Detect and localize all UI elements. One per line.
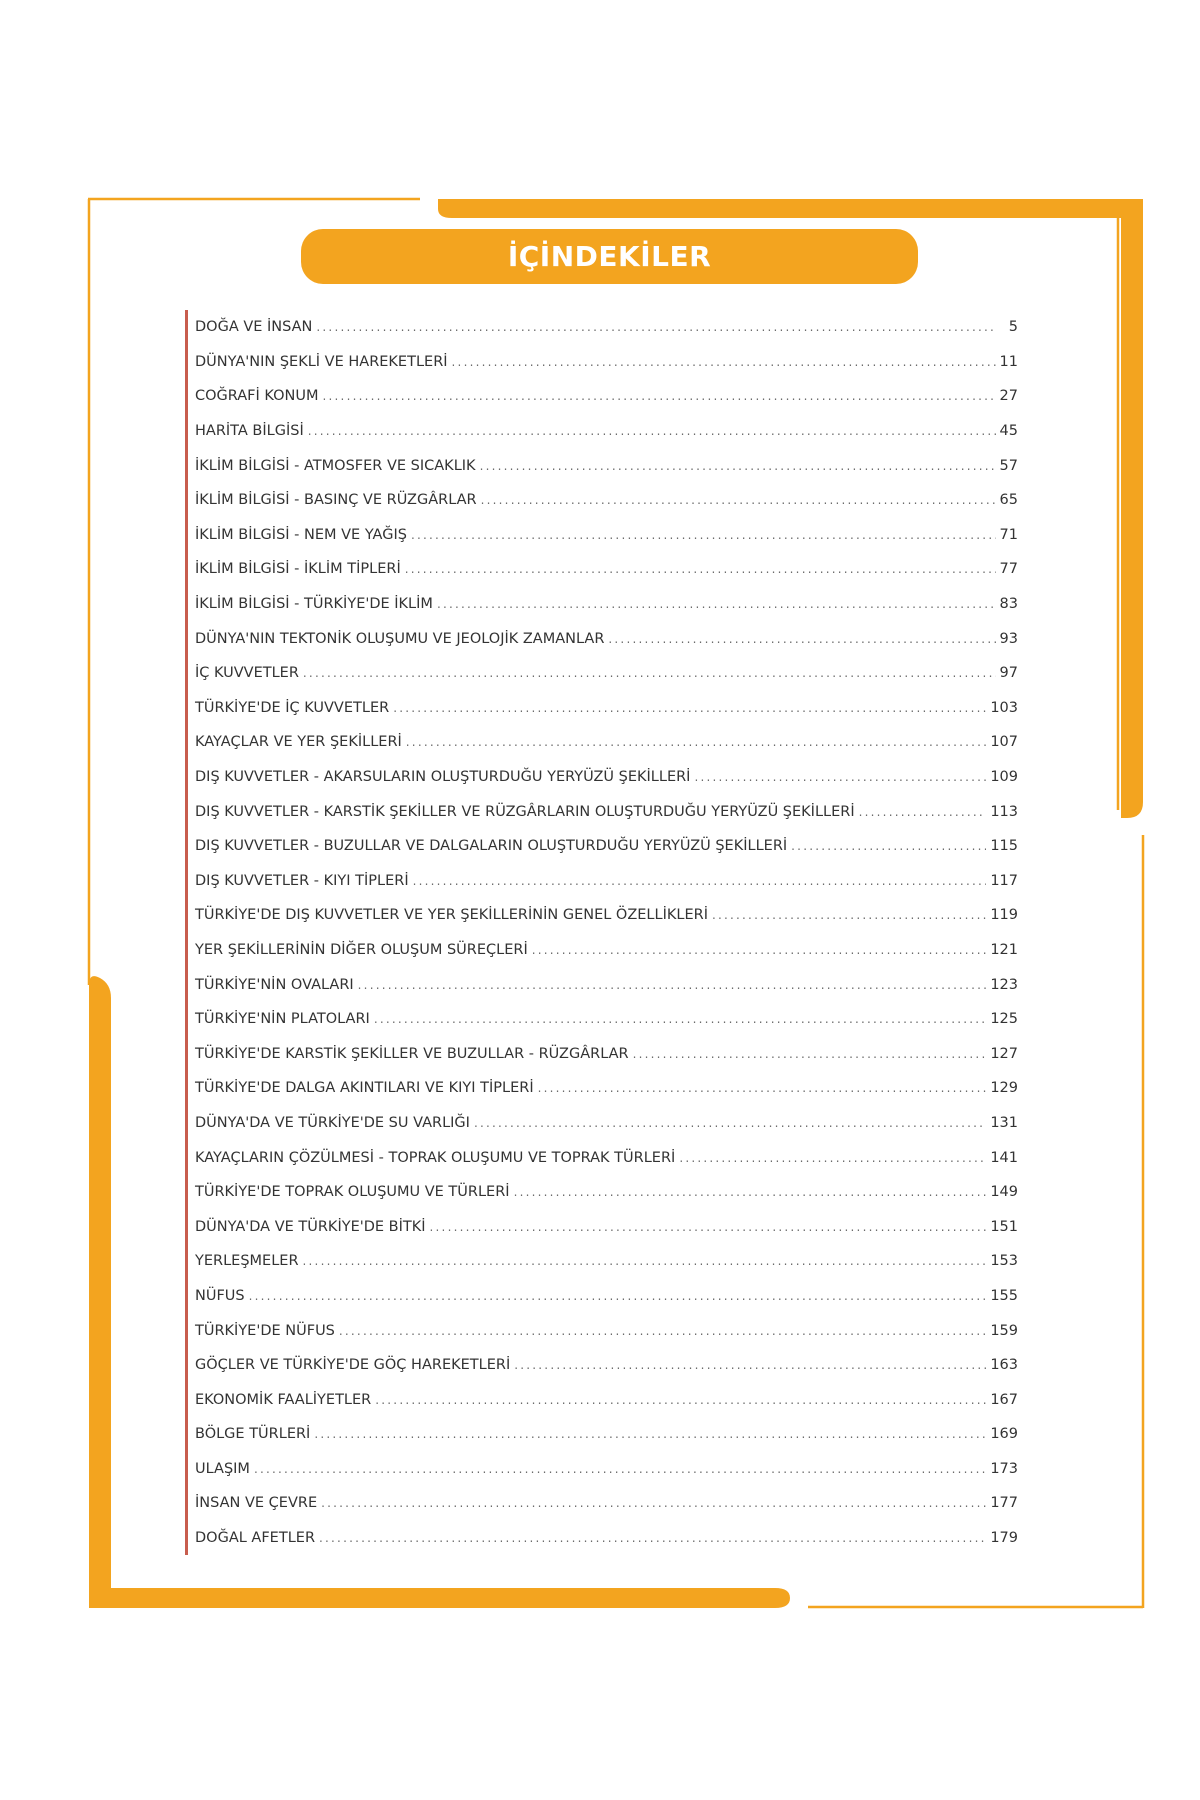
toc-entry[interactable]	[185, 518, 1018, 553]
toc-entry[interactable]	[185, 379, 1018, 414]
toc-entry[interactable]	[185, 345, 1018, 380]
toc-entry-page-number: 177	[990, 1495, 1018, 1512]
dot-leader	[249, 1289, 987, 1303]
toc-entry[interactable]	[185, 794, 1018, 829]
dot-leader	[323, 389, 996, 403]
dot-leader	[413, 874, 987, 888]
toc-entry-page-number: 169	[990, 1426, 1018, 1443]
dot-leader	[481, 493, 996, 507]
toc-entry-page-number: 57	[999, 457, 1018, 474]
dot-leader	[308, 424, 996, 438]
toc-entry[interactable]	[185, 898, 1018, 933]
dot-leader	[538, 1081, 987, 1095]
toc-entry-title: DÜNYA'DA VE TÜRKİYE'DE SU VARLIĞI	[195, 1114, 470, 1131]
toc-entry[interactable]	[185, 725, 1018, 760]
dot-leader	[303, 1254, 987, 1268]
toc-entry-title: DOĞAL AFETLER	[195, 1530, 316, 1547]
toc-entry-title: KAYAÇLARIN ÇÖZÜLMESİ - TOPRAK OLUŞUMU VE TOPRAK TÜRLERİ	[195, 1149, 676, 1166]
dot-leader	[514, 1358, 986, 1372]
toc-entry[interactable]	[185, 1071, 1018, 1106]
toc-entry-title: TÜRKİYE'DE NÜFUS	[195, 1322, 335, 1339]
toc-entry[interactable]	[185, 1521, 1018, 1556]
dot-leader	[254, 1462, 986, 1476]
toc-entry-title: COĞRAFİ KONUM	[195, 388, 319, 405]
toc-entry-title: GÖÇLER VE TÜRKİYE'DE GÖÇ HAREKETLERİ	[195, 1357, 511, 1374]
toc-entry-title: TÜRKİYE'NİN PLATOLARI	[195, 1011, 370, 1028]
toc-entry-page-number: 123	[990, 976, 1018, 993]
toc-entry[interactable]	[185, 1036, 1018, 1071]
toc-entry-title: DIŞ KUVVETLER - KARSTİK ŞEKİLLER VE RÜZGÂRLARIN OLUŞTURDUĞU YERYÜZÜ ŞEKİLLERİ	[195, 803, 855, 820]
toc-entry-title: İKLİM BİLGİSİ - NEM VE YAĞIŞ	[195, 526, 407, 543]
toc-entry-page-number: 77	[999, 561, 1018, 578]
toc-entry-title: EKONOMİK FAALİYETLER	[195, 1391, 372, 1408]
toc-entry[interactable]	[185, 1002, 1018, 1037]
dot-leader	[679, 1151, 986, 1165]
toc-entry-page-number: 109	[990, 769, 1018, 786]
toc-entry-page-number: 103	[990, 699, 1018, 716]
dot-leader	[452, 355, 996, 369]
toc-entry-title: ULAŞIM	[195, 1460, 250, 1477]
toc-entry-page-number: 141	[990, 1149, 1018, 1166]
toc-entry-title: İÇ KUVVETLER	[195, 665, 299, 682]
toc-entry-title: DÜNYA'NIN ŞEKLİ VE HAREKETLERİ	[195, 353, 448, 370]
dot-leader	[393, 701, 986, 715]
toc-entry-title: İKLİM BİLGİSİ - ATMOSFER VE SICAKLIK	[195, 457, 476, 474]
toc-entry[interactable]	[185, 448, 1018, 483]
toc-entry-title: KAYAÇLAR VE YER ŞEKİLLERİ	[195, 734, 402, 751]
title-banner	[301, 229, 918, 284]
toc-entry[interactable]	[185, 310, 1018, 345]
dot-leader	[374, 1012, 986, 1026]
dot-leader	[406, 735, 987, 749]
dot-leader	[303, 666, 996, 680]
toc-entry-title: DÜNYA'DA VE TÜRKİYE'DE BİTKİ	[195, 1218, 426, 1235]
toc-entry-title: TÜRKİYE'NİN OVALARI	[195, 976, 354, 993]
dot-leader	[633, 1047, 987, 1061]
dot-leader	[532, 943, 987, 957]
toc-entry-page-number: 127	[990, 1045, 1018, 1062]
toc-entry[interactable]	[185, 1382, 1018, 1417]
toc-entry-page-number: 115	[990, 838, 1018, 855]
toc-entry[interactable]	[185, 1486, 1018, 1521]
toc-entry-title: DIŞ KUVVETLER - AKARSULARIN OLUŞTURDUĞU YERYÜZÜ ŞEKİLLERİ	[195, 769, 691, 786]
toc-entry-page-number: 65	[999, 492, 1018, 509]
toc-entry[interactable]	[185, 1209, 1018, 1244]
toc-entry[interactable]	[185, 1244, 1018, 1279]
toc-entry-title: İKLİM BİLGİSİ - BASINÇ VE RÜZGÂRLAR	[195, 492, 477, 509]
dot-leader	[411, 528, 996, 542]
toc-entry-page-number: 151	[990, 1218, 1018, 1235]
dot-leader	[321, 1496, 986, 1510]
toc-entry-page-number: 155	[990, 1287, 1018, 1304]
toc-entry-title: TÜRKİYE'DE DIŞ KUVVETLER VE YER ŞEKİLLERİNİN GENEL ÖZELLİKLERİ	[195, 907, 708, 924]
toc-entry-title: TÜRKİYE'DE İÇ KUVVETLER	[195, 699, 390, 716]
toc-entry-title: DÜNYA'NIN TEKTONİK OLUŞUMU VE JEOLOJİK ZAMANLAR	[195, 630, 605, 647]
toc-entry[interactable]	[185, 933, 1018, 968]
dot-leader	[480, 459, 996, 473]
toc-entry-page-number: 113	[990, 803, 1018, 820]
toc-entry-page-number: 71	[999, 526, 1018, 543]
toc-entry[interactable]	[185, 1175, 1018, 1210]
toc-entry-page-number: 11	[999, 353, 1018, 370]
toc-entry-page-number: 5	[1008, 319, 1018, 336]
toc-entry-page-number: 163	[990, 1357, 1018, 1374]
toc-entry-page-number: 117	[990, 872, 1018, 889]
toc-entry-title: NÜFUS	[195, 1287, 245, 1304]
toc-entry[interactable]	[185, 587, 1018, 622]
dot-leader	[430, 1220, 987, 1234]
toc-entry-page-number: 131	[990, 1114, 1018, 1131]
toc-entry-page-number: 83	[999, 596, 1018, 613]
dot-leader	[859, 805, 987, 819]
toc-entry[interactable]	[185, 483, 1018, 518]
toc-entry-title: DIŞ KUVVETLER - KIYI TİPLERİ	[195, 872, 409, 889]
toc-entry-page-number: 149	[990, 1184, 1018, 1201]
toc-entry-title: İNSAN VE ÇEVRE	[195, 1495, 318, 1512]
dot-leader	[358, 978, 987, 992]
toc-entry-page-number: 159	[990, 1322, 1018, 1339]
toc-entry-title: İKLİM BİLGİSİ - İKLİM TİPLERİ	[195, 561, 401, 578]
toc-entry-page-number: 179	[990, 1530, 1018, 1547]
toc-entry-title: TÜRKİYE'DE KARSTİK ŞEKİLLER VE BUZULLAR - RÜZGÂRLAR	[195, 1045, 629, 1062]
dot-leader	[319, 1531, 986, 1545]
dot-leader	[474, 1116, 986, 1130]
dot-leader	[314, 1427, 986, 1441]
dot-leader	[316, 320, 996, 334]
toc-entry[interactable]	[185, 1348, 1018, 1383]
toc-entry-title: YER ŞEKİLLERİNİN DİĞER OLUŞUM SÜREÇLERİ	[195, 941, 528, 958]
toc-entry-page-number: 93	[999, 630, 1018, 647]
toc-entry[interactable]	[185, 1452, 1018, 1487]
toc-entry-title: BÖLGE TÜRLERİ	[195, 1426, 311, 1443]
toc-entry[interactable]	[185, 829, 1018, 864]
toc-entry-title: HARİTA BİLGİSİ	[195, 423, 304, 440]
toc-entry[interactable]	[185, 1279, 1018, 1314]
toc-entry-page-number: 167	[990, 1391, 1018, 1408]
toc-entry[interactable]	[185, 552, 1018, 587]
toc-entry-title: İKLİM BİLGİSİ - TÜRKİYE'DE İKLİM	[195, 596, 433, 613]
toc-entry[interactable]	[185, 1313, 1018, 1348]
toc-entry[interactable]	[185, 864, 1018, 899]
toc-entry[interactable]	[185, 760, 1018, 795]
toc-entry-page-number: 125	[990, 1011, 1018, 1028]
toc-entry-title: DIŞ KUVVETLER - BUZULLAR VE DALGALARIN OLUŞTURDUĞU YERYÜZÜ ŞEKİLLERİ	[195, 838, 788, 855]
toc-entry-title: YERLEŞMELER	[195, 1253, 299, 1270]
toc-entry-page-number: 97	[999, 665, 1018, 682]
toc-entry[interactable]	[185, 621, 1018, 656]
dot-leader	[608, 632, 995, 646]
toc-entry-title: TÜRKİYE'DE TOPRAK OLUŞUMU VE TÜRLERİ	[195, 1184, 510, 1201]
toc-entry[interactable]	[185, 967, 1018, 1002]
dot-leader	[339, 1324, 986, 1338]
dot-leader	[514, 1185, 987, 1199]
toc-entry[interactable]	[185, 691, 1018, 726]
toc-entry-page-number: 121	[990, 941, 1018, 958]
dot-leader	[694, 770, 986, 784]
dot-leader	[437, 597, 996, 611]
dot-leader	[791, 839, 986, 853]
toc-entry[interactable]	[185, 1140, 1018, 1175]
toc-entry-title: TÜRKİYE'DE DALGA AKINTILARI VE KIYI TİPLERİ	[195, 1080, 534, 1097]
toc-entry-title: DOĞA VE İNSAN	[195, 319, 313, 336]
table-of-contents	[185, 310, 1018, 1555]
toc-entry-page-number: 173	[990, 1460, 1018, 1477]
toc-entry[interactable]	[185, 1106, 1018, 1141]
toc-entry[interactable]	[185, 1417, 1018, 1452]
toc-entry[interactable]	[185, 414, 1018, 449]
dot-leader	[375, 1393, 986, 1407]
dot-leader	[712, 908, 986, 922]
dot-leader	[405, 562, 996, 576]
page-title: İÇİNDEKİLER	[507, 240, 712, 273]
toc-entry-page-number: 107	[990, 734, 1018, 751]
toc-entry-page-number: 153	[990, 1253, 1018, 1270]
toc-entry-page-number: 119	[990, 907, 1018, 924]
toc-entry[interactable]	[185, 656, 1018, 691]
toc-entry-page-number: 45	[999, 423, 1018, 440]
toc-entry-page-number: 129	[990, 1080, 1018, 1097]
toc-entry-page-number: 27	[999, 388, 1018, 405]
